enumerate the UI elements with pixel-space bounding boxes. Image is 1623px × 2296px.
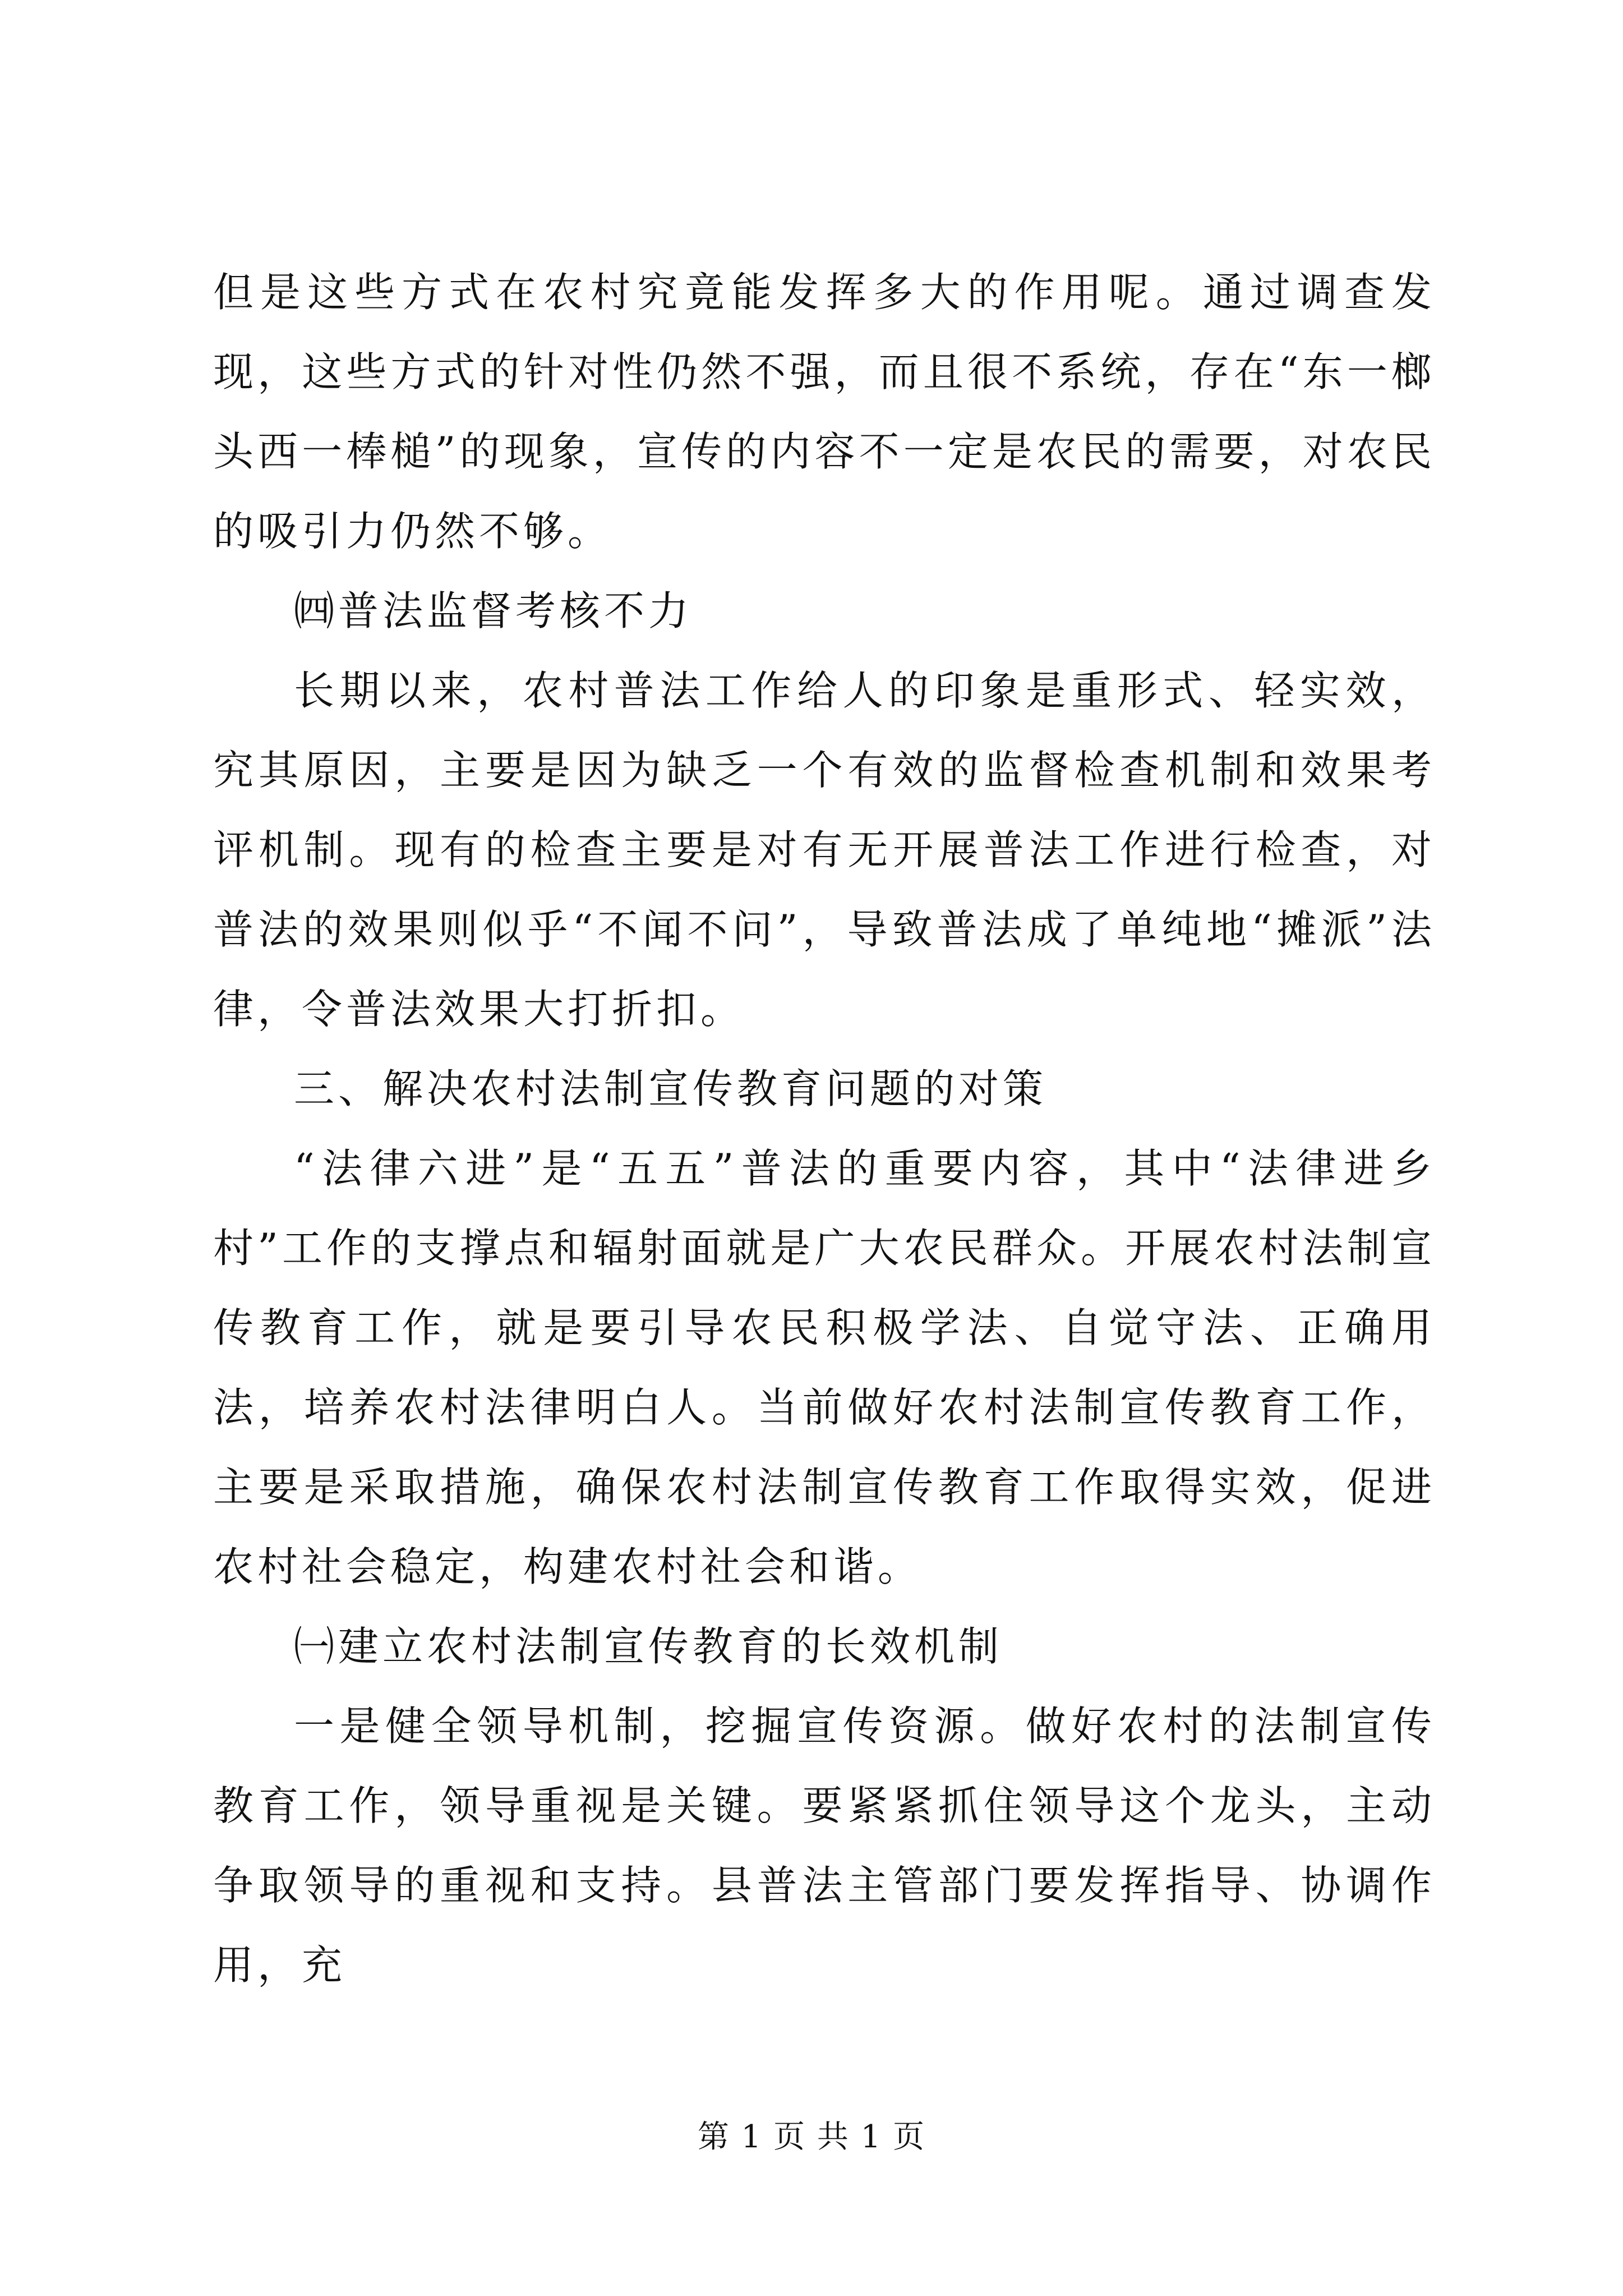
section-heading-mechanism: ㈠建立农村法制宣传教育的长效机制 bbox=[294, 1623, 1003, 1670]
section-heading-supervision: ㈣普法监督考核不力 bbox=[294, 587, 693, 634]
paragraph-continuation: 但是这些方式在农村究竟能发挥多大的作用呢。通过调查发现，这些方式的针对性仍然不强，而且很不系统，存在“东一榔头西一棒槌”的现象，宣传的内容不一定是农民的需要，对农民的吸引力仍然不够。 bbox=[213, 269, 1436, 555]
section-heading-countermeasures: 三、解决农村法制宣传教育问题的对策 bbox=[294, 1065, 1048, 1112]
document-body bbox=[213, 252, 1436, 2005]
page-footer: 第 1 页 共 1 页 bbox=[697, 2119, 926, 2155]
paragraph-countermeasures: “法律六进”是“五五”普法的重要内容，其中“法律进乡村”工作的支撑点和辐射面就是广大农民群众。开展农村法制宣传教育工作，就是要引导农民积极学法、自觉守法、正确用法，培养农村法律明白人。当前做好农村法制宣传教育工作，主要是采取措施，确保农村法制宣传教育工作取得实效，促进农村社会稳定，构建农村社会和谐。 bbox=[213, 1145, 1436, 1590]
paragraph-supervision: 长期以来，农村普法工作给人的印象是重形式、轻实效，究其原因，主要是因为缺乏一个有效的监督检查机制和效果考评机制。现有的检查主要是对有无开展普法工作进行检查，对普法的效果则似乎“不闻不问”，导致普法成了单纯地“摊派”法律，令普法效果大打折扣。 bbox=[213, 667, 1436, 1033]
paragraph-leadership: 一是健全领导机制，挖掘宣传资源。做好农村的法制宣传教育工作，领导重视是关键。要紧紧抓住领导这个龙头，主动争取领导的重视和支持。县普法主管部门要发挥指导、协调作用，充 bbox=[213, 1703, 1436, 1989]
